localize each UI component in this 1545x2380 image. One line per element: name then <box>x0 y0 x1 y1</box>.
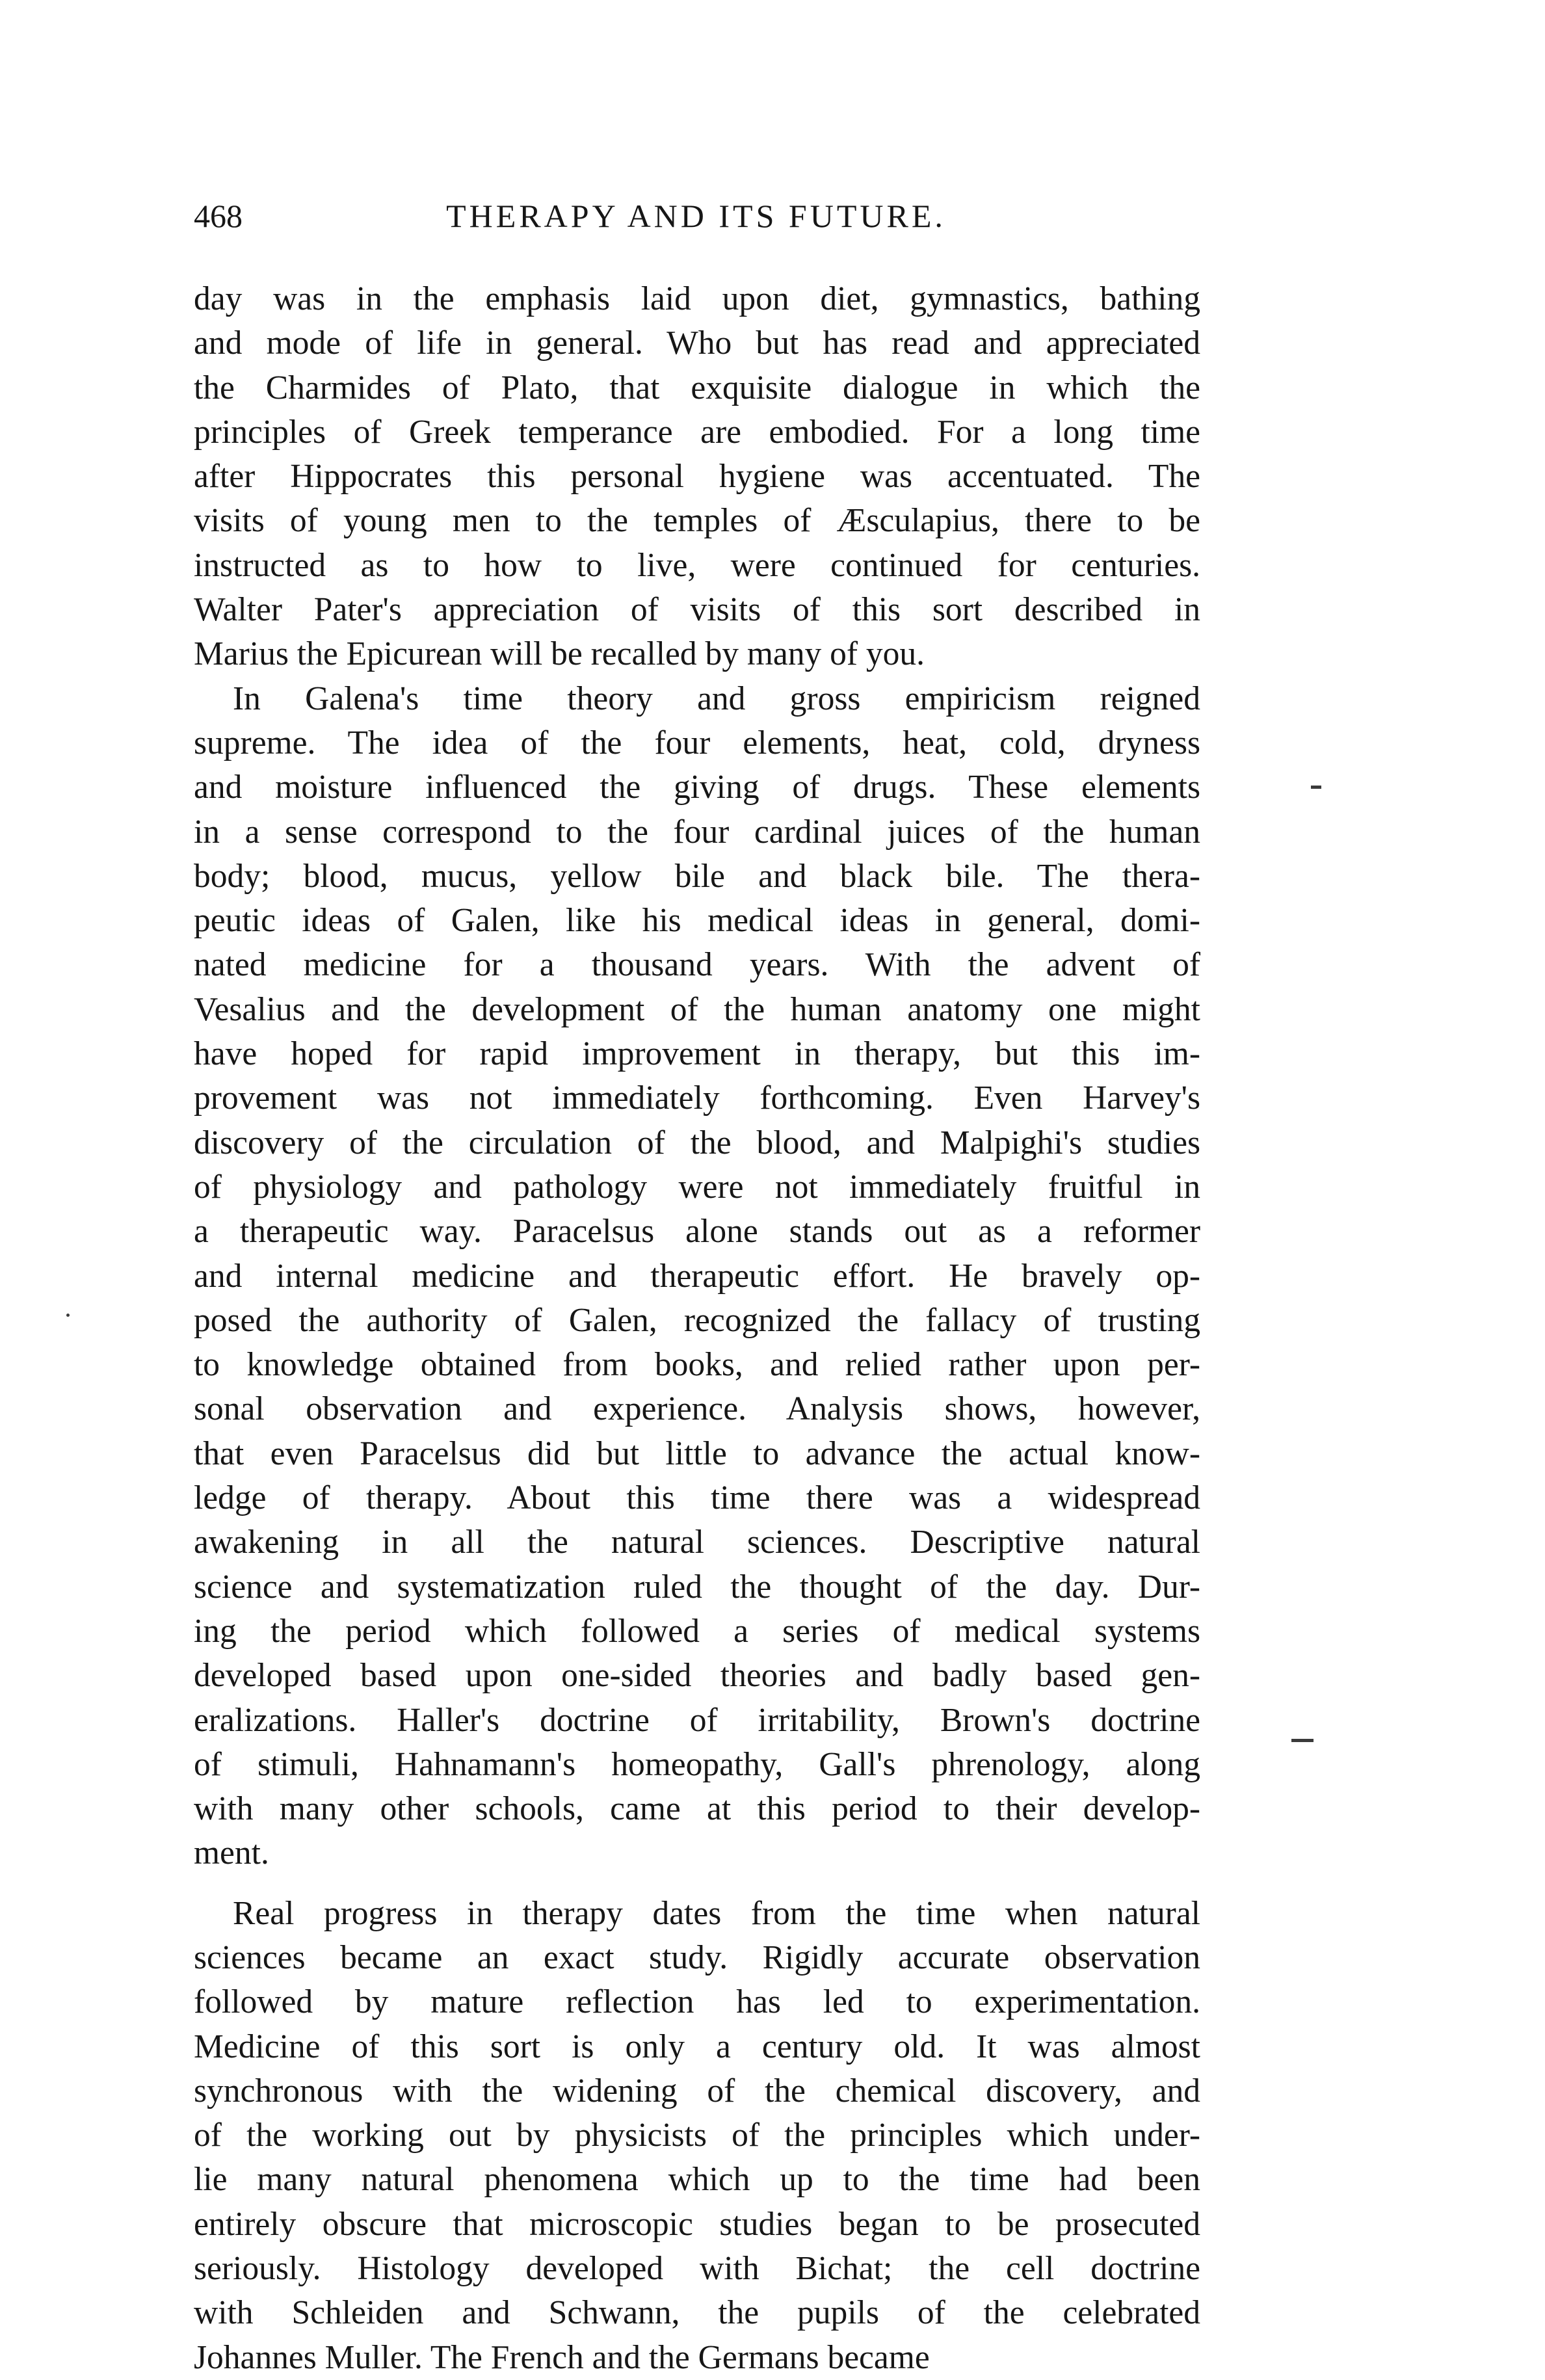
text-line: followed by mature reflection has led to experimentation. <box>194 1983 1200 2021</box>
text-line: Real progress in therapy dates from the time when natural <box>233 1894 1200 1932</box>
text-line: science and systematization ruled the thought of the day. Dur- <box>194 1568 1200 1606</box>
text-line: Johannes Muller. The French and the Germans became <box>194 2338 930 2376</box>
margin-dash-mark <box>1311 786 1321 789</box>
text-line: peutic ideas of Galen, like his medical ideas in general, domi- <box>194 902 1200 940</box>
paragraph-gap <box>194 1876 1200 1892</box>
text-line: with Schleiden and Schwann, the pupils of the celebrated <box>194 2294 1200 2332</box>
text-line: after Hippocrates this personal hygiene was accentuated. The <box>194 458 1200 496</box>
text-line: have hoped for rapid improvement in therapy, but this im- <box>194 1035 1200 1073</box>
text-line: day was in the emphasis laid upon diet, gymnastics, bathing <box>194 280 1200 317</box>
paragraph <box>194 1892 1200 2380</box>
text-line: in a sense correspond to the four cardinal juices of the human <box>194 813 1200 851</box>
text-line: lie many natural phenomena which up to the time had been <box>194 2161 1200 2199</box>
page-number: 468 <box>194 198 243 234</box>
text-line: provement was not immediately forthcoming. Even Harvey's <box>194 1079 1200 1117</box>
text-line: visits of young men to the temples of Æsculapius, there to be <box>194 502 1200 540</box>
text-line: posed the authority of Galen, recognized the fallacy of trusting <box>194 1301 1200 1339</box>
text-line: Marius the Epicurean will be recalled by many of you. <box>194 635 925 673</box>
text-line: of physiology and pathology were not immediately fruitful in <box>194 1168 1200 1206</box>
text-line: ledge of therapy. About this time there was a widespread <box>194 1479 1200 1517</box>
text-line: to knowledge obtained from books, and relied rather upon per- <box>194 1346 1200 1384</box>
text-line: of the working out by physicists of the principles which under- <box>194 2117 1200 2154</box>
paragraph <box>194 677 1200 1876</box>
text-line: In Galena's time theory and gross empiricism reigned <box>233 680 1200 717</box>
text-line: principles of Greek temperance are embodied. For a long time <box>194 413 1200 451</box>
text-line: of stimuli, Hahnamann's homeopathy, Gall's phrenology, along <box>194 1745 1200 1783</box>
text-line: Vesalius and the development of the human anatomy one might <box>194 990 1200 1028</box>
page-header <box>194 190 1198 242</box>
text-line: ing the period which followed a series of medical systems <box>194 1612 1200 1650</box>
text-line: and moisture influenced the giving of drugs. These elements <box>194 769 1200 806</box>
text-line: awakening in all the natural sciences. Descriptive natural <box>194 1524 1200 1561</box>
running-head: THERAPY AND ITS FUTURE. <box>446 198 946 234</box>
text-line: developed based upon one-sided theories and badly based gen- <box>194 1657 1200 1695</box>
text-line: the Charmides of Plato, that exquisite dialogue in which the <box>194 369 1200 406</box>
text-line: ment. <box>194 1834 269 1872</box>
text-line: sciences became an exact study. Rigidly accurate observation <box>194 1938 1200 1976</box>
text-line: that even Paracelsus did but little to advance the actual know- <box>194 1435 1200 1472</box>
text-line: supreme. The idea of the four elements, heat, cold, dryness <box>194 724 1200 761</box>
text-line: body; blood, mucus, yellow bile and black bile. The thera- <box>194 857 1200 895</box>
text-line: seriously. Histology developed with Bichat; the cell doctrine <box>194 2250 1200 2288</box>
text-line: entirely obscure that microscopic studies began to be prosecuted <box>194 2205 1200 2243</box>
speck-mark <box>66 1314 70 1317</box>
text-line: eralizations. Haller's doctrine of irritability, Brown's doctrine <box>194 1701 1200 1739</box>
text-line: Walter Pater's appreciation of visits of this sort described in <box>194 591 1200 629</box>
text-line: sonal observation and experience. Analysis shows, however, <box>194 1390 1200 1428</box>
paragraph <box>194 277 1200 677</box>
text-line: and internal medicine and therapeutic effort. He bravely op- <box>194 1257 1200 1295</box>
margin-dash-mark <box>1291 1739 1314 1742</box>
body-text <box>194 277 1200 2380</box>
text-line: a therapeutic way. Paracelsus alone stands out as a reformer <box>194 1213 1200 1250</box>
text-line: instructed as to how to live, were continued for centuries. <box>194 546 1200 584</box>
text-line: and mode of life in general. Who but has read and appreciated <box>194 324 1200 362</box>
text-line: synchronous with the widening of the chemical discovery, and <box>194 2072 1200 2109</box>
text-line: nated medicine for a thousand years. With the advent of <box>194 946 1200 984</box>
text-line: Medicine of this sort is only a century old. It was almost <box>194 2028 1200 2065</box>
text-line: with many other schools, came at this period to their develop- <box>194 1790 1200 1828</box>
text-line: discovery of the circulation of the blood, and Malpighi's studies <box>194 1124 1200 1161</box>
